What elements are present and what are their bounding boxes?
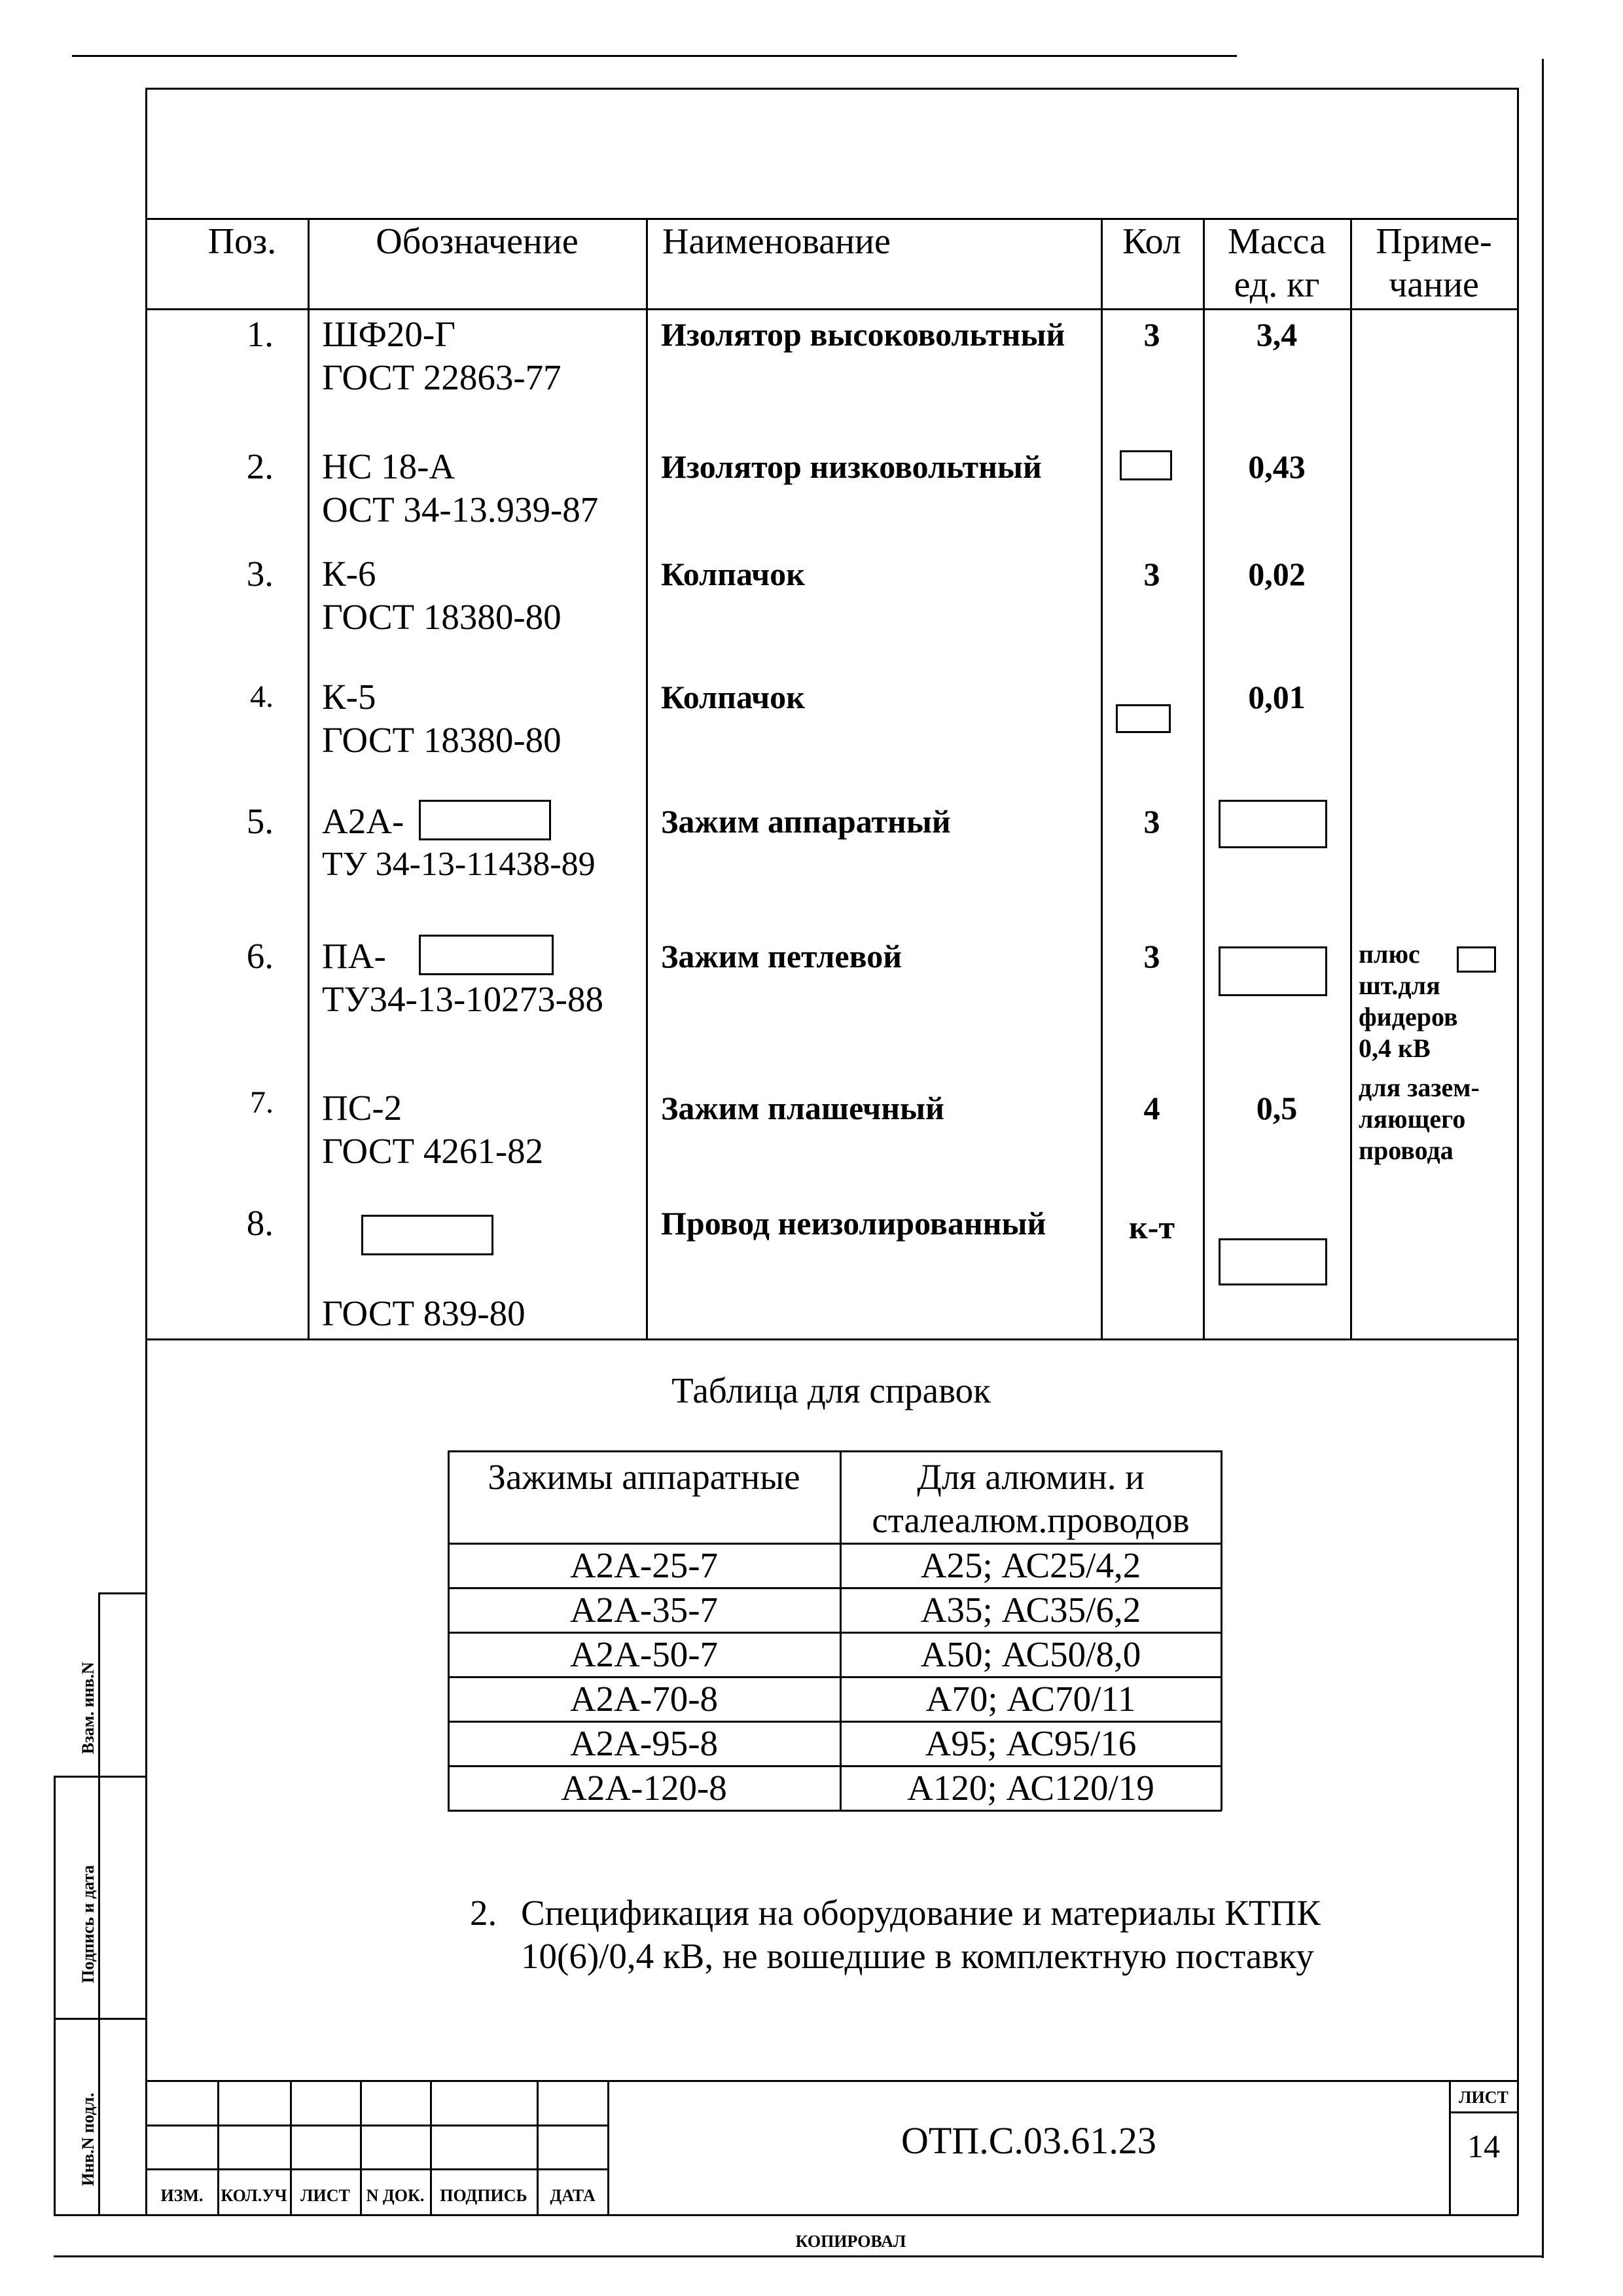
- sheet-number: 14: [1467, 2128, 1500, 2164]
- ref-cell-clamp: А2А-35-7: [569, 1590, 719, 1630]
- row-name: Колпачок: [661, 679, 805, 715]
- row-standard: ГОСТ 22863-77: [322, 357, 562, 397]
- header-mass-line1: Масса: [1228, 221, 1326, 262]
- spec-col-sep-4: [1203, 218, 1205, 1338]
- reference-title: Таблица для справок: [671, 1371, 991, 1410]
- side-stamp-bottom: [54, 2214, 147, 2216]
- section-text-line2: 10(6)/0,4 кВ, не вошедшие в комплектную поставку: [521, 1936, 1314, 1976]
- row-qty: 3: [1143, 803, 1160, 840]
- row-pos: 7.: [250, 1085, 274, 1120]
- row-mass: 3,4: [1256, 316, 1298, 353]
- top-rule: [72, 55, 1237, 57]
- side-label-inv: Инв.N подл.: [79, 2092, 98, 2186]
- row-standard: ТУ 34-13-11438-89: [322, 846, 596, 883]
- side-label-vzam: Взам. инв.N: [79, 1662, 98, 1754]
- header-qty: Кол: [1122, 221, 1181, 262]
- row-name: Зажим петлевой: [661, 938, 902, 975]
- frame-top: [145, 88, 1518, 90]
- ref-right: [1221, 1450, 1222, 1810]
- row-pos: 5.: [246, 801, 274, 841]
- sheet-label: ЛИСТ: [1459, 2088, 1508, 2107]
- side-label-podpis: Подпись и дата: [79, 1865, 98, 1983]
- row-name: Зажим плашечный: [661, 1090, 944, 1126]
- ref-header-clamps: Зажимы аппаратные: [488, 1457, 800, 1497]
- ref-header-wires-line1: Для алюмин. и: [917, 1457, 1145, 1497]
- header-note-line1: Приме-: [1376, 221, 1492, 262]
- row-standard: ГОСТ 4261-82: [322, 1131, 544, 1171]
- row-designation: А2А-: [322, 801, 404, 841]
- row-standard: ОСТ 34-13.939-87: [322, 490, 599, 529]
- ref-cell-clamp: А2А-50-7: [569, 1634, 719, 1674]
- spec-table-bottom: [145, 1338, 1518, 1340]
- ref-cell-wire: А35; АС35/6,2: [920, 1590, 1141, 1630]
- row-name: Изолятор высоковольтный: [661, 316, 1065, 353]
- ref-cell-clamp: А2А-95-8: [569, 1723, 719, 1763]
- tb-col-kolich: КОЛ.УЧ: [221, 2186, 287, 2205]
- designation-blank-field: [419, 935, 554, 975]
- spec-header-bottom: [145, 308, 1518, 310]
- note-blank-field: [1457, 946, 1496, 973]
- tb-col-data: ДАТА: [550, 2186, 596, 2205]
- tb-col-ndok: N ДОК.: [366, 2186, 425, 2205]
- header-name: Наименование: [662, 221, 891, 262]
- ref-cell-wire: А50; АС50/8,0: [920, 1634, 1141, 1674]
- row-name: Провод неизолированный: [661, 1205, 1046, 1242]
- ref-cell-clamp: А2А-120-8: [561, 1768, 727, 1808]
- row-mass: 0,02: [1248, 556, 1306, 592]
- header-designation: Обозначение: [376, 221, 579, 262]
- ref-cell-clamp: А2А-70-8: [569, 1679, 719, 1719]
- row-designation: НС 18-А: [322, 446, 455, 486]
- document-code: ОТП.С.03.61.23: [901, 2119, 1156, 2162]
- frame-left: [145, 88, 147, 2215]
- spec-col-sep-2: [646, 218, 648, 1338]
- tb-col-list: ЛИСТ: [300, 2186, 350, 2205]
- row-pos: 4.: [250, 679, 274, 714]
- frame-right-outer: [1542, 59, 1544, 2258]
- spec-col-sep-3: [1101, 218, 1103, 1338]
- row-pos: 2.: [246, 446, 274, 486]
- row-standard: ГОСТ 839-80: [322, 1293, 526, 1333]
- designation-blank-field: [419, 800, 551, 840]
- row-mass: 0,5: [1256, 1090, 1298, 1126]
- title-block-top: [145, 2080, 1518, 2082]
- row-designation: ПС-2: [322, 1088, 402, 1128]
- row-qty: 3: [1143, 938, 1160, 975]
- qty-blank-field: [1120, 450, 1172, 480]
- ref-bottom: [448, 1810, 1222, 1812]
- ref-header-wires-line2: сталеалюм.проводов: [872, 1500, 1190, 1540]
- note-text: ляющего: [1359, 1104, 1466, 1134]
- note-text: для зазем-: [1359, 1073, 1480, 1102]
- note-text: 0,4 кВ: [1359, 1033, 1431, 1063]
- side-stamp-outer: [98, 1592, 100, 2214]
- note-text: плюс: [1359, 939, 1420, 969]
- note-text: фидеров: [1359, 1002, 1458, 1031]
- frame-right: [1517, 88, 1519, 2215]
- row-pos: 1.: [246, 314, 274, 354]
- row-qty: к-т: [1128, 1209, 1175, 1246]
- row-pos: 3.: [246, 554, 274, 594]
- row-designation: ШФ20-Г: [322, 314, 456, 354]
- note-text: провода: [1359, 1136, 1454, 1165]
- section-text-line1: Спецификация на оборудование и материалы КТПК: [521, 1893, 1321, 1933]
- tb-col-izm: ИЗМ.: [160, 2186, 204, 2205]
- row-qty: 4: [1143, 1090, 1160, 1126]
- spec-col-sep-1: [308, 218, 310, 1338]
- spec-col-sep-5: [1350, 218, 1352, 1338]
- row-pos: 8.: [246, 1203, 274, 1243]
- frame-bottom: [145, 2214, 1518, 2216]
- qty-blank-field: [1116, 704, 1171, 733]
- page-bottom-rule: [54, 2255, 1543, 2257]
- row-name: Колпачок: [661, 556, 805, 592]
- row-designation: ПА-: [322, 936, 386, 976]
- side-stamp-sep: [54, 2018, 147, 2020]
- ref-cell-wire: А25; АС25/4,2: [920, 1545, 1141, 1585]
- tb-col-podpis: ПОДПИСЬ: [440, 2186, 527, 2205]
- row-designation: К-5: [322, 677, 376, 717]
- designation-blank-field: [361, 1215, 493, 1255]
- row-standard: ГОСТ 18380-80: [322, 720, 562, 760]
- ref-cell-wire: А70; АС70/11: [925, 1679, 1136, 1719]
- mass-blank-field: [1219, 800, 1327, 848]
- header-pos: Поз.: [207, 221, 277, 262]
- mass-blank-field: [1219, 946, 1327, 996]
- row-pos: 6.: [246, 936, 274, 976]
- header-note-line2: чание: [1389, 264, 1479, 305]
- side-stamp-sep: [54, 1776, 147, 1778]
- section-number: 2.: [470, 1893, 497, 1933]
- header-mass-line2: ед. кг: [1234, 264, 1320, 305]
- side-stamp-inner-left: [54, 1776, 56, 2214]
- row-mass: 0,01: [1248, 679, 1306, 715]
- ref-top: [448, 1450, 1222, 1452]
- row-designation: К-6: [322, 554, 376, 594]
- mass-blank-field: [1219, 1238, 1327, 1285]
- note-text: шт.для: [1359, 971, 1440, 1000]
- row-name: Зажим аппаратный: [661, 803, 951, 840]
- footer-copied: КОПИРОВАЛ: [795, 2232, 906, 2251]
- row-name: Изолятор низковольтный: [661, 448, 1042, 485]
- ref-cell-wire: А95; АС95/16: [925, 1723, 1137, 1763]
- side-stamp-top: [98, 1592, 147, 1594]
- ref-cell-wire: А120; АС120/19: [907, 1768, 1154, 1808]
- row-mass: 0,43: [1248, 448, 1306, 485]
- row-standard: ГОСТ 18380-80: [322, 597, 562, 637]
- ref-cell-clamp: А2А-25-7: [569, 1545, 719, 1585]
- row-standard: ТУ34-13-10273-88: [322, 979, 603, 1019]
- row-qty: 3: [1143, 316, 1160, 353]
- title-block-sheet-sep: [1449, 2111, 1518, 2113]
- row-qty: 3: [1143, 556, 1160, 592]
